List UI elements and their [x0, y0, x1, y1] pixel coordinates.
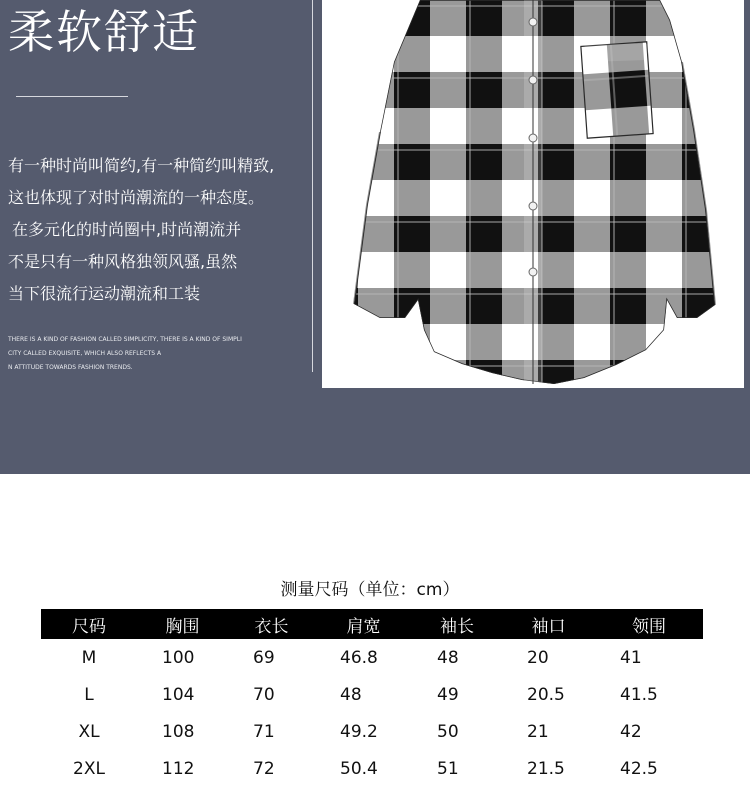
table-cell: 2XL [73, 758, 105, 779]
table-cell: L [84, 684, 94, 705]
table-cell: 100 [162, 647, 195, 668]
table-cell: 42 [620, 721, 642, 742]
plaid-shirt-image [322, 0, 744, 388]
column-header: 衣长 [228, 609, 315, 639]
table-cell: 48 [340, 684, 362, 705]
table-cell: 71 [253, 721, 275, 742]
table-cell: 42.5 [620, 758, 658, 779]
table-cell: 72 [253, 758, 275, 779]
table-cell: 50.4 [340, 758, 378, 779]
photo-frame-line [312, 0, 313, 372]
size-chart-section [0, 474, 750, 779]
promo-english-line: THERE IS A KIND OF FASHION CALLED SIMPLICITY, THERE IS A KIND OF SIMPLI [8, 336, 242, 343]
column-header: 胸围 [137, 609, 228, 639]
table-row [41, 639, 703, 676]
size-chart-title: 测量尺码（单位：cm） [280, 580, 460, 600]
size-chart-table [41, 609, 703, 787]
promo-description-line: 有一种时尚叫简约,有一种简约叫精致, [8, 156, 275, 175]
promo-title: 柔软舒适 [8, 5, 200, 59]
column-header: 尺码 [41, 609, 137, 639]
table-cell: 108 [162, 721, 195, 742]
table-cell: 48 [437, 647, 459, 668]
table-cell: 51 [437, 758, 459, 779]
table-cell: 50 [437, 721, 459, 742]
promo-english-text [8, 333, 308, 375]
column-header: 袖口 [502, 609, 595, 639]
table-row [41, 713, 703, 750]
table-cell: 69 [253, 647, 275, 668]
table-cell: 70 [253, 684, 275, 705]
table-cell: 41.5 [620, 684, 658, 705]
column-header: 领围 [595, 609, 703, 639]
table-cell: 46.8 [340, 647, 378, 668]
product-photo [322, 0, 744, 388]
promo-description-line: 这也体现了对时尚潮流的一种态度。 [8, 188, 265, 207]
table-cell: 49 [437, 684, 459, 705]
promo-description-line: 在多元化的时尚圈中,时尚潮流并 [12, 220, 242, 239]
table-cell: 112 [162, 758, 195, 779]
table-cell: 21.5 [527, 758, 565, 779]
table-cell: 104 [162, 684, 195, 705]
table-cell: 49.2 [340, 721, 378, 742]
column-header: 肩宽 [315, 609, 412, 639]
table-row [41, 750, 703, 787]
promo-divider [16, 96, 128, 97]
shirt-pocket [581, 42, 653, 138]
table-cell: XL [78, 721, 100, 742]
table-cell: M [81, 647, 97, 668]
table-cell: 41 [620, 647, 642, 668]
table-cell: 20 [527, 647, 549, 668]
table-cell: 21 [527, 721, 549, 742]
table-cell: 20.5 [527, 684, 565, 705]
shirt-placket [524, 0, 542, 384]
promo-english-line: N ATTITUDE TOWARDS FASHION TRENDS. [8, 364, 133, 371]
promo-description-line: 当下很流行运动潮流和工装 [8, 284, 201, 303]
table-row [41, 676, 703, 713]
size-chart-header-row [41, 609, 703, 639]
column-header: 袖长 [412, 609, 502, 639]
promo-english-line: CITY CALLED EXQUISITE, WHICH ALSO REFLECTS A [8, 350, 162, 357]
promo-description [8, 150, 316, 310]
promo-description-line: 不是只有一种风格独领风骚,虽然 [8, 252, 238, 271]
